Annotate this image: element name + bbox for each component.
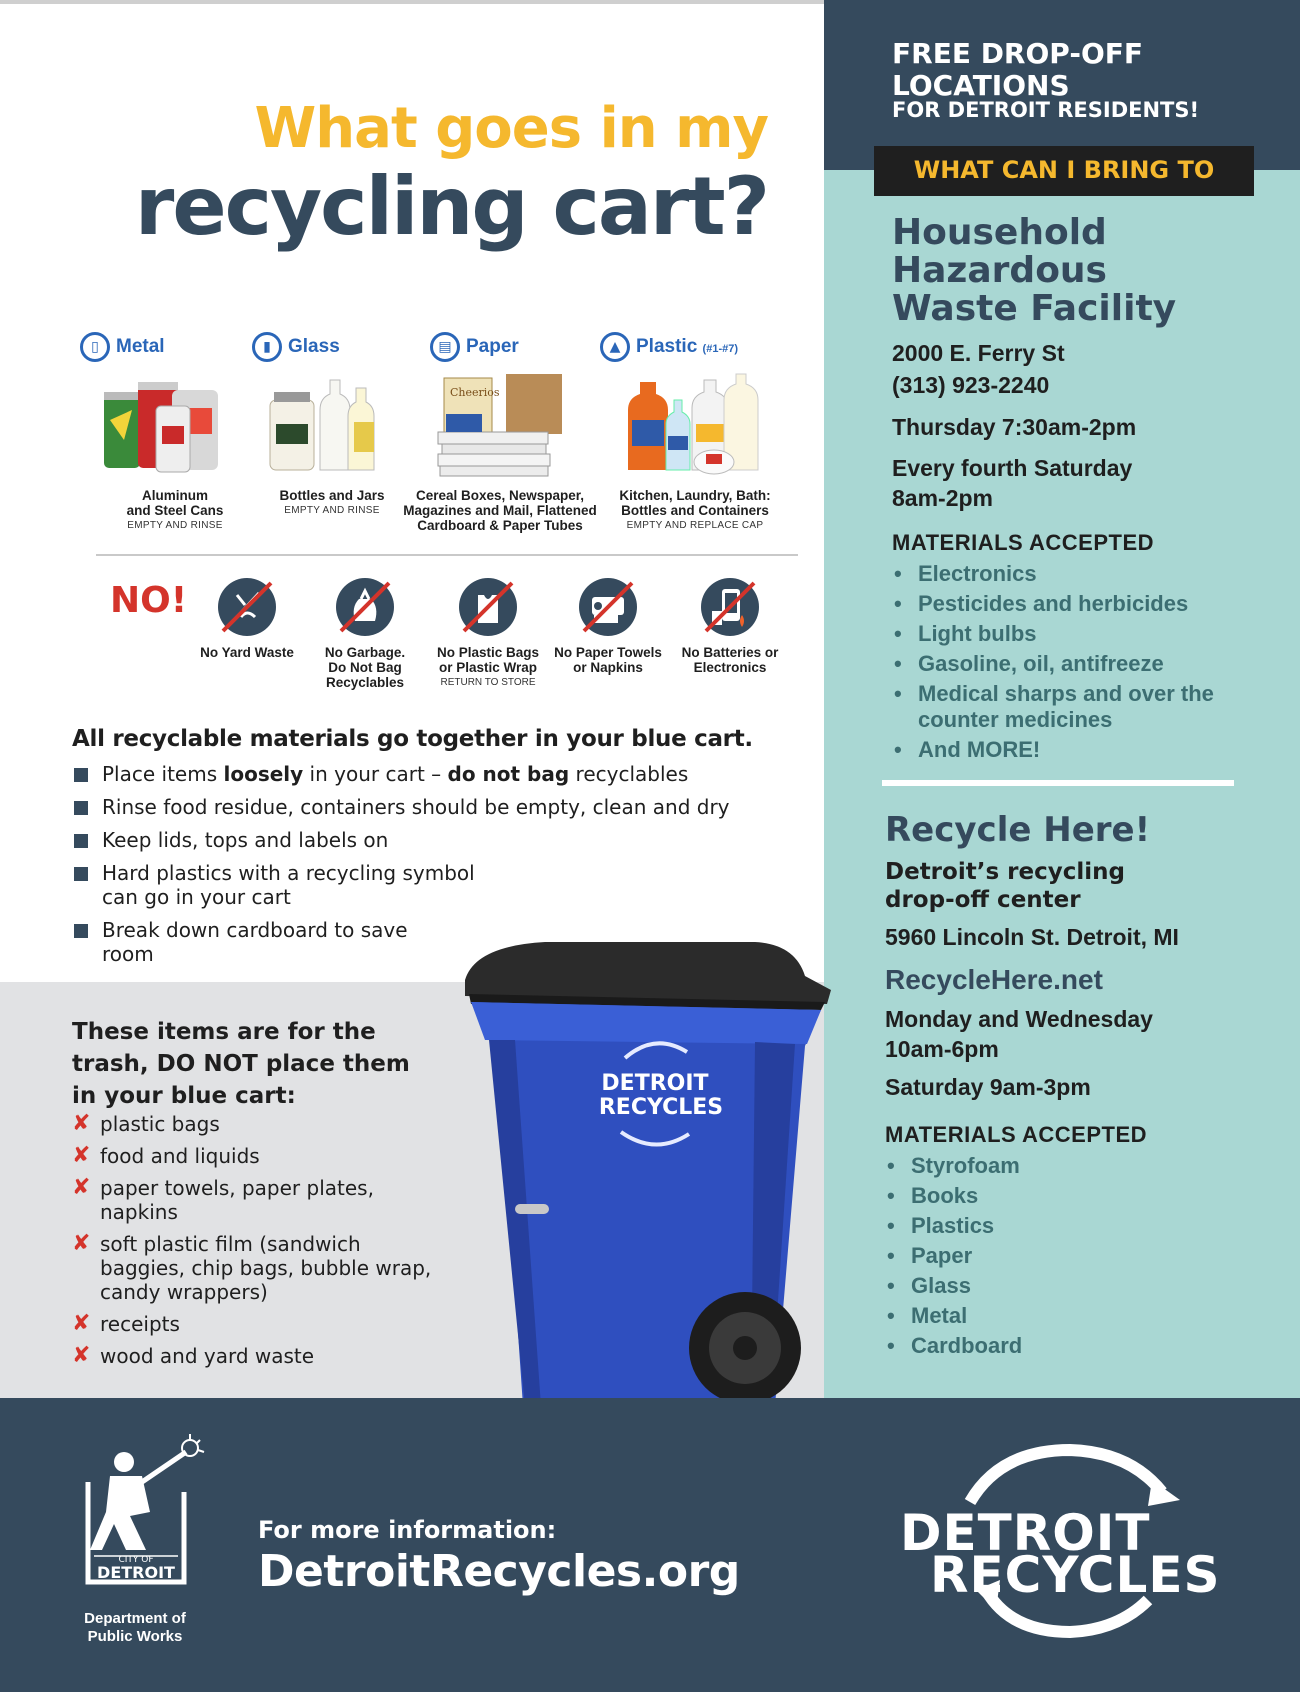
category-note: EMPTY AND REPLACE CAP: [626, 520, 764, 531]
material-item: • Metal: [885, 1303, 1265, 1329]
no-item-label: No Plastic Bags or Plastic Wrap: [436, 645, 540, 675]
plastic-bag-icon: [456, 575, 520, 639]
category-glass: [252, 330, 412, 516]
no-item-label: No Paper Towels or Napkins: [554, 645, 662, 675]
no-item-label: No Garbage. Do Not Bag Recyclables: [324, 645, 406, 690]
dropoff-subheading: FOR DETROIT RESIDENTS!: [892, 98, 1200, 122]
category-description: Kitchen, Laundry, Bath: Bottles and Containers: [619, 488, 771, 518]
red-x-icon: ✘: [72, 1175, 91, 1200]
red-x-icon: ✘: [72, 1311, 91, 1336]
bring-banner-text: WHAT CAN I BRING TO: [913, 156, 1215, 184]
rule-item: Rinse food residue, containers should be empty, clean and dry: [74, 795, 794, 819]
bin-logo-line1: DETROIT: [601, 1071, 709, 1096]
trash-item: ✘ soft plastic film (sandwich baggies, chip bags, bubble wrap, candy wrappers): [72, 1231, 432, 1304]
bullet-square-icon: [74, 768, 88, 782]
hhw-hours-thursday: Thursday 7:30am-2pm: [892, 414, 1137, 440]
category-label: Metal: [116, 336, 165, 357]
plastic-bottle-icon: ▲: [600, 332, 630, 362]
category-description: Aluminum and Steel Cans: [126, 488, 224, 518]
hhw-address: 2000 E. Ferry St: [892, 340, 1065, 366]
more-info-label: For more information:: [258, 1516, 557, 1544]
seal-city-of: CITY OF: [118, 1555, 154, 1565]
no-item-label: No Batteries or Electronics: [681, 645, 779, 675]
rule-item: Place items loosely in your cart – do not bag recyclables: [74, 762, 794, 786]
cans-illustration: [80, 370, 270, 480]
recycle-here-hours-saturday: Saturday 9am-3pm: [885, 1074, 1091, 1100]
trash-item: ✘ paper towels, paper plates, napkins: [72, 1175, 374, 1224]
bin-logo-line2: RECYCLES: [598, 1095, 724, 1120]
category-label: Paper: [466, 336, 519, 357]
category-plastic: [600, 330, 790, 531]
recyclable-categories: [80, 330, 800, 540]
bullet-square-icon: [74, 834, 88, 848]
no-item-garbage: [300, 575, 430, 690]
paper-towel-icon: [576, 575, 640, 639]
category-note: EMPTY AND RINSE: [284, 505, 380, 516]
paper-illustration: [400, 370, 600, 480]
recycle-here-materials-heading: MATERIALS ACCEPTED: [885, 1122, 1147, 1147]
category-label: Plastic (#1-#7): [636, 336, 739, 357]
no-label: NO!: [110, 580, 188, 621]
plastics-illustration: [600, 370, 790, 480]
recycle-here-address: 5960 Lincoln St. Detroit, MI: [885, 924, 1179, 950]
category-label: Glass: [288, 336, 340, 357]
trash-item: ✘ receipts: [72, 1311, 180, 1336]
trash-items: [72, 1112, 492, 1376]
no-item-paper-towels: [543, 575, 673, 675]
material-item: • Paper: [885, 1243, 1265, 1269]
battery-phone-icon: [698, 575, 762, 639]
material-item: • Styrofoam: [885, 1153, 1265, 1179]
category-paper: [400, 330, 600, 533]
no-item-plastic-bags: [423, 575, 553, 688]
footer-logo-line1: DETROIT: [900, 1504, 1151, 1562]
category-description: Bottles and Jars: [279, 488, 385, 503]
hhw-materials-list: [892, 561, 1272, 767]
trash-item: ✘ plastic bags: [72, 1111, 220, 1136]
hhw-phone: (313) 923-2240: [892, 372, 1050, 398]
no-item-label: No Yard Waste: [200, 645, 294, 660]
jars-illustration: [252, 370, 412, 480]
material-item: • Books: [885, 1183, 1265, 1209]
category-metal: [80, 330, 270, 531]
hhw-materials-heading: MATERIALS ACCEPTED: [892, 530, 1154, 555]
blue-recycling-cart: [455, 936, 855, 1446]
red-x-icon: ✘: [72, 1143, 91, 1168]
glass-jar-icon: ▮: [252, 332, 282, 362]
together-heading: All recyclable materials go together in your blue cart.: [72, 726, 753, 752]
material-item: • Medical sharps and over the counter medicines: [892, 681, 1272, 733]
hhw-hours-saturday: Every fourth Saturday 8am-2pm: [892, 455, 1133, 511]
material-item: • And MORE!: [892, 737, 1272, 763]
material-item: • Pesticides and herbicides: [892, 591, 1272, 617]
bullet-square-icon: [74, 924, 88, 938]
no-item-batteries: [665, 575, 795, 675]
no-item-note: RETURN TO STORE: [440, 677, 536, 688]
red-x-icon: ✘: [72, 1111, 91, 1136]
hhw-title: Household Hazardous Waste Facility: [892, 212, 1177, 329]
material-item: • Glass: [885, 1273, 1265, 1299]
trash-item: ✘ wood and yard waste: [72, 1343, 315, 1368]
material-item: • Electronics: [892, 561, 1272, 587]
red-x-icon: ✘: [72, 1231, 91, 1256]
city-of-detroit-seal: [66, 1432, 206, 1602]
panel-divider: [882, 780, 1234, 786]
yard-waste-icon: [215, 575, 279, 639]
metal-can-icon: ▯: [80, 332, 110, 362]
svg-text:Cheerios: Cheerios: [450, 386, 500, 399]
recycle-here-title: Recycle Here!: [885, 810, 1151, 850]
recycle-here-subtitle: Detroit’s recycling drop-off center: [885, 859, 1125, 913]
paper-box-icon: ▤: [430, 332, 460, 362]
section-divider: [96, 554, 798, 556]
material-item: • Light bulbs: [892, 621, 1272, 647]
recycle-here-url[interactable]: RecycleHere.net: [885, 964, 1103, 995]
rule-item: Keep lids, tops and labels on: [74, 828, 794, 852]
rule-item: Hard plastics with a recycling symbol can go in your cart: [74, 861, 504, 909]
footer-logo-line2: RECYCLES: [930, 1546, 1221, 1604]
website-link[interactable]: DetroitRecycles.org: [258, 1546, 740, 1597]
department-label: Department of Public Works: [84, 1610, 186, 1645]
no-item-yard-waste: [182, 575, 312, 660]
garbage-bag-icon: [333, 575, 397, 639]
material-item: • Plastics: [885, 1213, 1265, 1239]
category-description: Cereal Boxes, Newspaper, Magazines and Mail, Flattened Cardboard & Paper Tubes: [403, 488, 597, 533]
material-item: • Cardboard: [885, 1333, 1265, 1359]
seal-city-name: DETROIT: [97, 1563, 175, 1582]
red-x-icon: ✘: [72, 1343, 91, 1368]
dropoff-heading: FREE DROP-OFF LOCATIONS: [892, 37, 1144, 102]
bullet-square-icon: [74, 867, 88, 881]
trash-item: ✘ food and liquids: [72, 1143, 260, 1168]
recycle-here-hours-weekday: Monday and Wednesday 10am-6pm: [885, 1006, 1153, 1062]
category-note: EMPTY AND RINSE: [127, 520, 223, 531]
trash-heading: These items are for the trash, DO NOT place them in your blue cart:: [72, 1019, 410, 1109]
recycle-here-materials-list: [885, 1153, 1265, 1363]
rule-item: Break down cardboard to save room: [74, 918, 504, 966]
title-line-2: recycling cart?: [134, 160, 768, 253]
bullet-square-icon: [74, 801, 88, 815]
title-line-1: What goes in my: [254, 96, 768, 161]
material-item: • Gasoline, oil, antifreeze: [892, 651, 1272, 677]
